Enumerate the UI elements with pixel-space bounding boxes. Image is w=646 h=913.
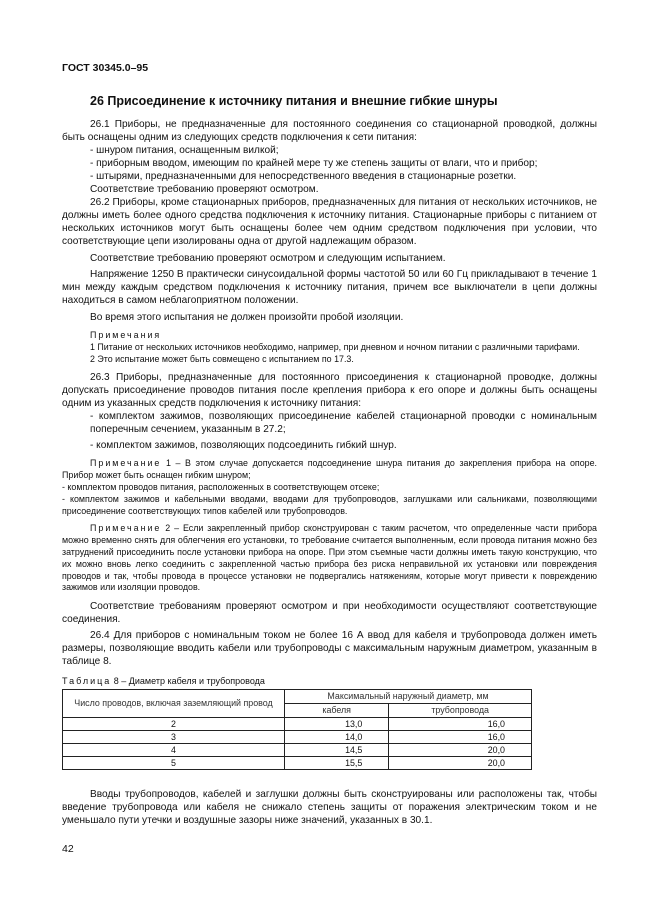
compliance-check: Соответствие требованию проверяют осмотром и следующим испытанием. bbox=[90, 253, 446, 264]
page-content bbox=[62, 94, 597, 827]
standard-header: ГОСТ 30345.0–95 bbox=[62, 62, 149, 74]
note-item: - комплектом зажимов и кабельными вводами, вводами для трубопроводов, заглушками или сальниками, позволяющими присоединение соответствующих типов кабелей или трубопроводов. bbox=[62, 493, 597, 516]
table-caption-text: 8 – Диаметр кабеля и трубопровода bbox=[111, 676, 265, 687]
note-2 bbox=[62, 523, 597, 594]
page-number: 42 bbox=[62, 843, 74, 855]
note-item: 2 Это испытание может быть совмещено с испытанием по 17.3. bbox=[90, 353, 354, 364]
note-item: - комплектом проводов питания, расположенных в соответствующем отсеке; bbox=[62, 481, 380, 492]
table-cell: 16,0 bbox=[389, 731, 532, 744]
note-label: Примечание bbox=[90, 458, 162, 469]
table-cell: 15,5 bbox=[285, 757, 389, 770]
table-row bbox=[63, 757, 532, 770]
paragraph-26-3: 26.3 Приборы, предназначенные для постоянного присоединения к стационарной проводке, должны допускать присоединение проводов питания после крепления прибора к его опоре и должны быть оснащены одним из указанных средств подключения к источнику питания: bbox=[62, 372, 597, 410]
final-paragraph: Вводы трубопроводов, кабелей и заглушки должны быть сконструированы или расположены так, чтобы введение трубопровода или кабеля не снижало степень защиты от поражения электрическим током и не уменьшало пути утечки и воздушные зазоры ниже значений, указанных в 30.1. bbox=[62, 789, 597, 827]
list-item: - комплектом зажимов, позволяющих подсоединить гибкий шнур. bbox=[90, 440, 397, 452]
table-cell: 14,0 bbox=[285, 731, 389, 744]
table-cell: 20,0 bbox=[389, 757, 532, 770]
table-cell: 5 bbox=[63, 757, 285, 770]
table-caption-label: Таблица bbox=[62, 676, 112, 687]
table-cell: 20,0 bbox=[389, 744, 532, 757]
test-criterion: Во время этого испытания не должен произойти пробой изоляции. bbox=[90, 312, 404, 323]
note-text: 1 – В этом случае допускается подсоединение шнура питания до закрепления прибора на опоре. Прибор может быть оснащен гибким шнуром; bbox=[62, 458, 597, 481]
table-cell: 14,5 bbox=[285, 744, 389, 757]
table-cell: 2 bbox=[63, 718, 285, 731]
table-cell: 16,0 bbox=[389, 718, 532, 731]
compliance-check: Соответствие требованию проверяют осмотром. bbox=[90, 184, 319, 195]
note-text: 2 – Если закрепленный прибор сконструирован с таким расчетом, что определенные части прибора можно временно снять для облегчения его установки, то требование считается выполненным, если провода питания можно без затруднений присоединить после установки прибора на опоре. При этом съемные части должны иметь такую конструкцию, что их можно вновь легко соединить с закрепленной частью прибора без риска неправильной их установки или повреждения проводов и так, чтобы провода в процессе установки не подвергались натяжениям, которые могут привести к повреждению зажимов или изоляции проводов. bbox=[62, 523, 597, 593]
notes-heading: Примечания bbox=[90, 330, 162, 340]
paragraph-26-2: 26.2 Приборы, кроме стационарных приборов, предназначенных для питания от нескольких источников, не должны иметь более одного средства подключения к источнику питания. Стационарные приборы с питанием от нескольких источников могут быть оснащены более чем одним средством подключения при условии, что соответствующие цепи изолированы одна от другой надлежащим образом. bbox=[62, 197, 597, 247]
list-item: - штырями, предназначенными для непосредственного введения в стационарные розетки. bbox=[90, 171, 517, 182]
note-label: Примечание bbox=[90, 523, 162, 534]
table-header-row bbox=[63, 690, 532, 704]
list-item: - приборным вводом, имеющим по крайней мере ту же степень защиты от влаги, что и прибор; bbox=[90, 158, 538, 169]
table-row bbox=[63, 731, 532, 744]
note-1 bbox=[62, 458, 597, 482]
table-cell: 4 bbox=[63, 744, 285, 757]
compliance-check: Соответствие требованиям проверяют осмотром и при необходимости осуществляют соответствующие соединения. bbox=[62, 601, 597, 626]
list-item: - комплектом зажимов, позволяющих присоединение кабелей стационарной проводки с номинальным поперечным сечением, указанным в 27.2; bbox=[90, 411, 597, 436]
table-row bbox=[63, 744, 532, 757]
table-cell: 3 bbox=[63, 731, 285, 744]
column-header-cable: кабеля bbox=[285, 704, 389, 718]
paragraph-26-4: 26.4 Для приборов с номинальным током не более 16 А ввод для кабеля и трубопровода должен иметь размеры, позволяющие вводить кабели или трубопроводы с максимальным наружным диаметром, указанным в таблице 8. bbox=[62, 630, 597, 668]
table-row bbox=[63, 718, 532, 731]
note-item: 1 Питание от нескольких источников необходимо, например, при дневном и ночном питании с различными тарифами. bbox=[90, 341, 580, 352]
column-group-header: Максимальный наружный диаметр, мм bbox=[285, 690, 532, 704]
table-cell: 13,0 bbox=[285, 718, 389, 731]
section-title: 26 Присоединение к источнику питания и внешние гибкие шнуры bbox=[90, 94, 498, 108]
table-caption bbox=[62, 676, 597, 686]
table-8 bbox=[62, 689, 532, 770]
list-item: - шнуром питания, оснащенным вилкой; bbox=[90, 145, 279, 156]
test-description: Напряжение 1250 В практически синусоидальной формы частотой 50 или 60 Гц прикладывают в течение 1 мин между каждым средством подключения к источнику питания, причем все выключатели в цепи должны находиться в самом неблагоприятном положении. bbox=[62, 269, 597, 306]
column-header-wires: Число проводов, включая заземляющий провод bbox=[63, 690, 285, 718]
column-header-pipe: трубопровода bbox=[389, 704, 532, 718]
paragraph-26-1: 26.1 Приборы, не предназначенные для постоянного соединения со стационарной проводкой, должны быть оснащены одним из следующих средств подключения к сети питания: bbox=[62, 119, 597, 143]
